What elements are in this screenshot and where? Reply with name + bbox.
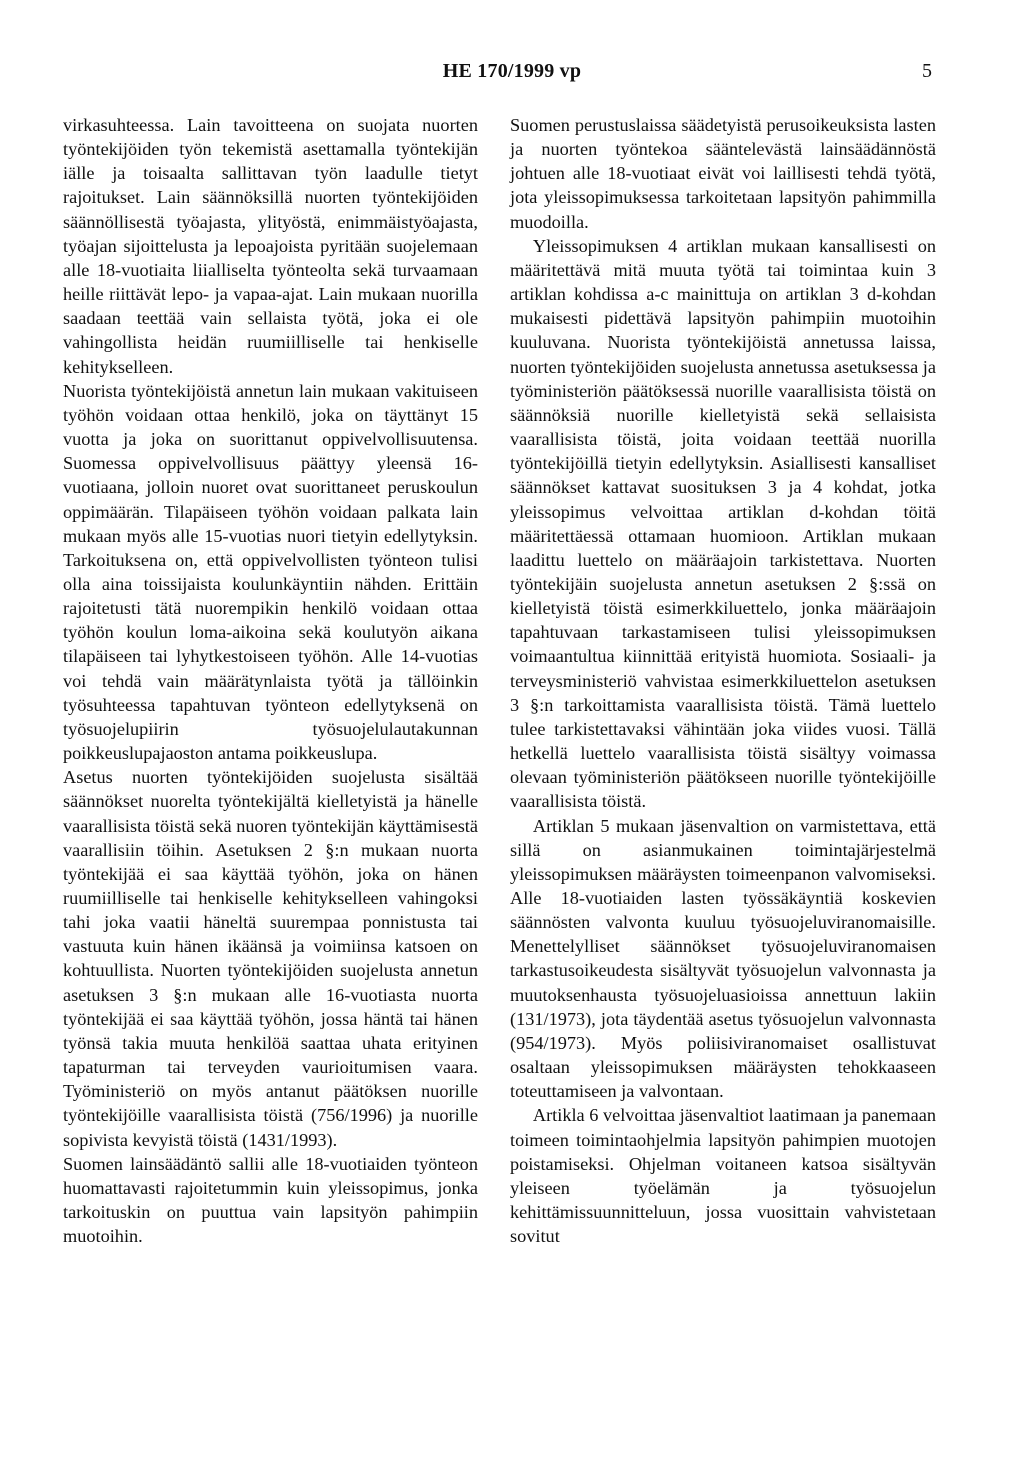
document-id: HE 170/1999 vp <box>442 60 582 82</box>
page-number: 5 <box>922 60 932 82</box>
right-column <box>510 113 936 1248</box>
page-header <box>0 60 1024 90</box>
left-column <box>63 113 478 1248</box>
paragraph: Nuorista työntekijöistä annetun lain mukaan vakituiseen työhön voidaan ottaa henkilö, joka on täyttänyt 15 vuotta ja joka on suorittanut oppivelvollisuutensa. Suomessa oppivelvollisuus päättyy yleensä 16-vuotiaana, jolloin nuoret ovat suorittaneet peruskoulun oppimäärän. Tilapäiseen työhön voidaan palkata lain mukaan myös alle 15-vuotias nuori tietyin edellytyksin. Tarkoituksena on, että oppivelvollisten työnteon tulisi olla aina toissijaista koulunkäyntiin nähden. Erittäin rajoitetusti tätä nuorempikin henkilö voidaan ottaa työhön koulun loma-aikoina sekä koulutyön aikana tilapäiseen tai lyhytkestoiseen työhön. Alle 14-vuotias voi tehdä vain määrätynlaista työtä ja tällöinkin työsuhteessa tapahtuvan työnteon edellytyksenä on työsuojelupiirin työsuojelulautakunnan poikkeuslupajaoston antama poikkeuslupa. <box>63 380 478 764</box>
paragraph: Yleissopimuksen 4 artiklan mukaan kansallisesti on määritettävä mitä muuta työtä tai toimintaa kuin 3 artiklan kohdissa a-c mainittuja on artiklan 3 d-kohdan mukaisesti pidettävä lapsityön pahimpiin muotoihin kuuluvana. Nuorista työntekijöistä annetussa laissa, nuorten työntekijöiden suojelusta annetussa asetuksessa ja työministeriön päätöksessä nuorille vaarallisista töistä on säännöksiä nuorille kielletyistä sekä sellaisista vaarallisista töistä, joita voidaan teettää nuorilla työntekijöillä tietyin edellytyksin. Asiallisesti kansalliset säännökset kattavat suosituksen 3 ja 4 kohdat, jotka yleissopimus velvoittaa artiklan d-kohdan töitä määritettäessä ottamaan huomioon. Artiklan mukaan laadittu luettelo on määräajoin tarkistettava. Nuorten työntekijäin suojelusta annetun asetuksen 2 §:ssä on kielletyistä töistä esimerkkiluettelo, jonka määräajoin tapahtuvaan tarkastamiseen tulisi yleissopimuksen voimaantultua kiinnittää erityistä huomiota. Sosiaali- ja terveysministeriö vahvistaa esimerkkiluettelon asetuksen 3 §:n tarkoittamista vaarallisista töistä. Tämä luettelo tulee tarkistettavaksi vähintään joka viides vuosi. Tällä hetkellä luettelo vaarallisista töistä sisältyy voimassa olevaan työministeriön päätökseen nuorille työntekijöille vaarallisista töistä. <box>510 235 936 812</box>
paragraph: virkasuhteessa. Lain tavoitteena on suojata nuorten työntekijöiden työn tekemistä asettamalla työntekijän iälle ja toisaalta sallittavan työn laadulle tietyt rajoitukset. Lain säännöksillä nuorten työntekijöiden säännöllisestä työajasta, ylityöstä, enimmäistyöajasta, työajan sijoittelusta ja lepoajoista pyritään suojelemaan alle 18-vuotiaita liialliselta työnteolta sekä turvaamaan heille riittävät lepo- ja vapaa-ajat. Lain mukaan nuorilla saadaan teettää vain sellaista työtä, joka ei ole vahingollista heidän ruumiilliselle tai henkiselle kehitykselleen. <box>63 115 478 377</box>
paragraph: Asetus nuorten työntekijöiden suojelusta sisältää säännökset nuorelta työntekijältä kielletyistä ja hänelle vaarallisista töistä sekä nuoren työntekijän käyttämisestä vaarallisiin töihin. Asetuksen 2 §:n mukaan nuorta työntekijää ei saa käyttää työhön, joka on hänen ruumiilliselle tai henkiselle kehitykselleen vahingoksi tahi joka vaatii häneltä suurempaa ponnistusta tai vastuuta kuin hänen ikäänsä ja voimiinsa katsoen on kohtuullista. Nuorten työntekijöiden suojelusta annetun asetuksen 3 §:n mukaan alle 16-vuotiasta nuorta työntekijää ei saa käyttää työhön, jossa häntä tai hänen työnsä takia muuta henkilöä saattaa uhata erityinen tapaturman tai terveyden vaurioitumisen vaara. Työministeriö on myös antanut päätöksen nuorille työntekijöille vaarallisista töistä (756/1996) ja nuorille sopivista kevyistä töistä (1431/1993). <box>63 767 478 1150</box>
paragraph: Artiklan 5 mukaan jäsenvaltion on varmistettava, että sillä on asianmukainen toimintajärjestelmä yleissopimuksen määräysten toimeenpanon valvomiseksi. Alle 18-vuotiaiden lasten työssäkäyntiä koskevien säännösten valvonta kuuluu työsuojeluviranomaisille. Menettelylliset säännökset työsuojeluviranomaisen tarkastusoikeudesta sisältyvät työsuojelun valvonnasta ja muutoksenhausta työsuojeluasioissa annettuun lakiin (131/1973), jota täydentää asetus työsuojelun valvonnasta (954/1973). Myös poliisiviranomaiset osallistuvat osaltaan yleissopimuksen määräysten tehokkaaseen toteuttamiseen ja valvontaan. <box>510 815 936 1102</box>
paragraph: Suomen perustuslaissa säädetyistä perusoikeuksista lasten ja nuorten työntekoa sääntelevästä lainsäädännöstä johtuen alle 18-vuotiaat eivät voi laillisesti tehdä työtä, jota yleissopimuksessa tarkoitetaan lapsityön pahimmilla muodoilla. <box>510 115 936 232</box>
paragraph: Suomen lainsäädäntö sallii alle 18-vuotiaiden työnteon huomattavasti rajoitetummin kuin yleissopimus, jonka tarkoituskin on puuttua vain lapsityön pahimpiin muotoihin. <box>63 1153 478 1247</box>
paragraph: Artikla 6 velvoittaa jäsenvaltiot laatimaan ja panemaan toimeen toimintaohjelmia lapsityön pahimpien muotojen poistamiseksi. Ohjelman voitaneen katsoa sisältyvän yleiseen työelämän ja työsuojelun kehittämissuunnitteluun, jossa vuosittain vahvistetaan sovitut <box>510 1105 936 1247</box>
